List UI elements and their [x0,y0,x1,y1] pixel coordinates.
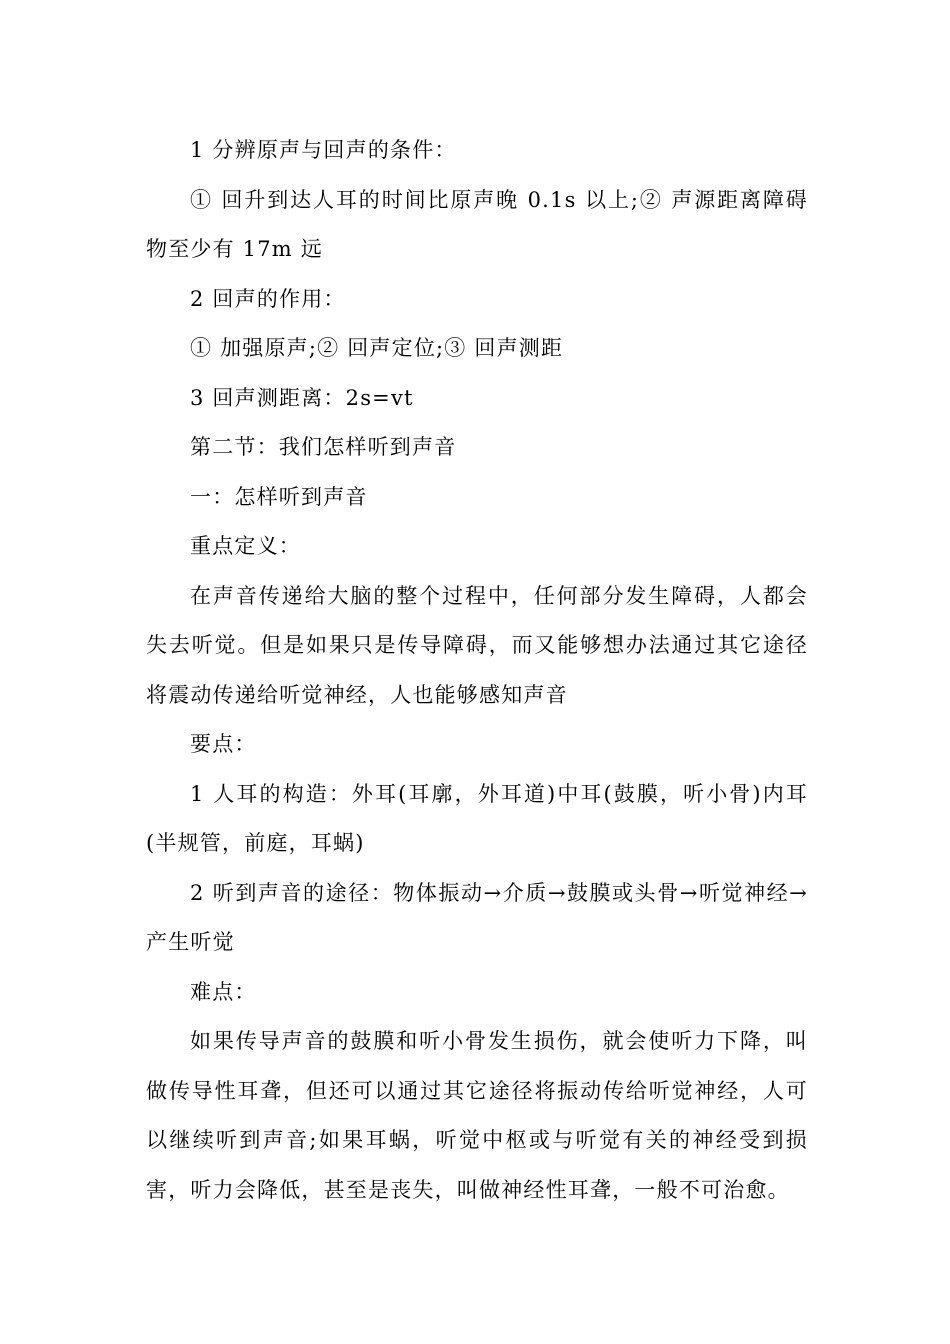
paragraph-echo-uses: ① 加强原声;② 回声定位;③ 回声测距 [190,336,564,360]
key-definition-text: 在声音传递给大脑的整个过程中，任何部分发生障碍，人都会失去听觉。但是如果只是传导障碍，而又能够想办法通过其它途径将震动传递给听觉神经，人也能够感知声音 [146,583,808,707]
subsection-title: 一：怎样听到声音 [190,484,368,509]
paragraph-echo-uses-heading: 2 回声的作用： [190,286,346,311]
paragraph-echo-distance: 3 回声测距离：2s=vt [190,385,414,410]
paragraph-echo-conditions: ① 回升到达人耳的时间比原声晚 0.1s 以上;② 声源距离障碍物至少有 17m 远 [146,187,808,261]
ear-structure-point: 1 人耳的构造：外耳(耳廓，外耳道)中耳(鼓膜，听小骨)内耳(半规管，前庭，耳蜗) [146,781,808,855]
key-points-heading: 要点： [190,732,257,756]
paragraph-echo-conditions-heading: 1 分辨原声与回声的条件： [190,138,457,162]
hearing-path-point: 2 听到声音的途径：物体振动→介质→鼓膜或头骨→听觉神经→产生听觉 [146,880,808,954]
key-definition-heading: 重点定义： [190,534,301,558]
document-body [146,126,808,1215]
section-title: 第二节：我们怎样听到声音 [190,435,457,459]
difficult-points-heading: 难点： [190,979,257,1004]
difficult-points-text: 如果传导声音的鼓膜和听小骨发生损伤，就会使听力下降，叫做传导性耳聋，但还可以通过其它途径将振动传给听觉神经，人可以继续听到声音;如果耳蜗，听觉中枢或与听觉有关的神经受到损害，听力会降低，甚至是丧失，叫做神经性耳聋，一般不可治愈。 [146,1029,808,1202]
